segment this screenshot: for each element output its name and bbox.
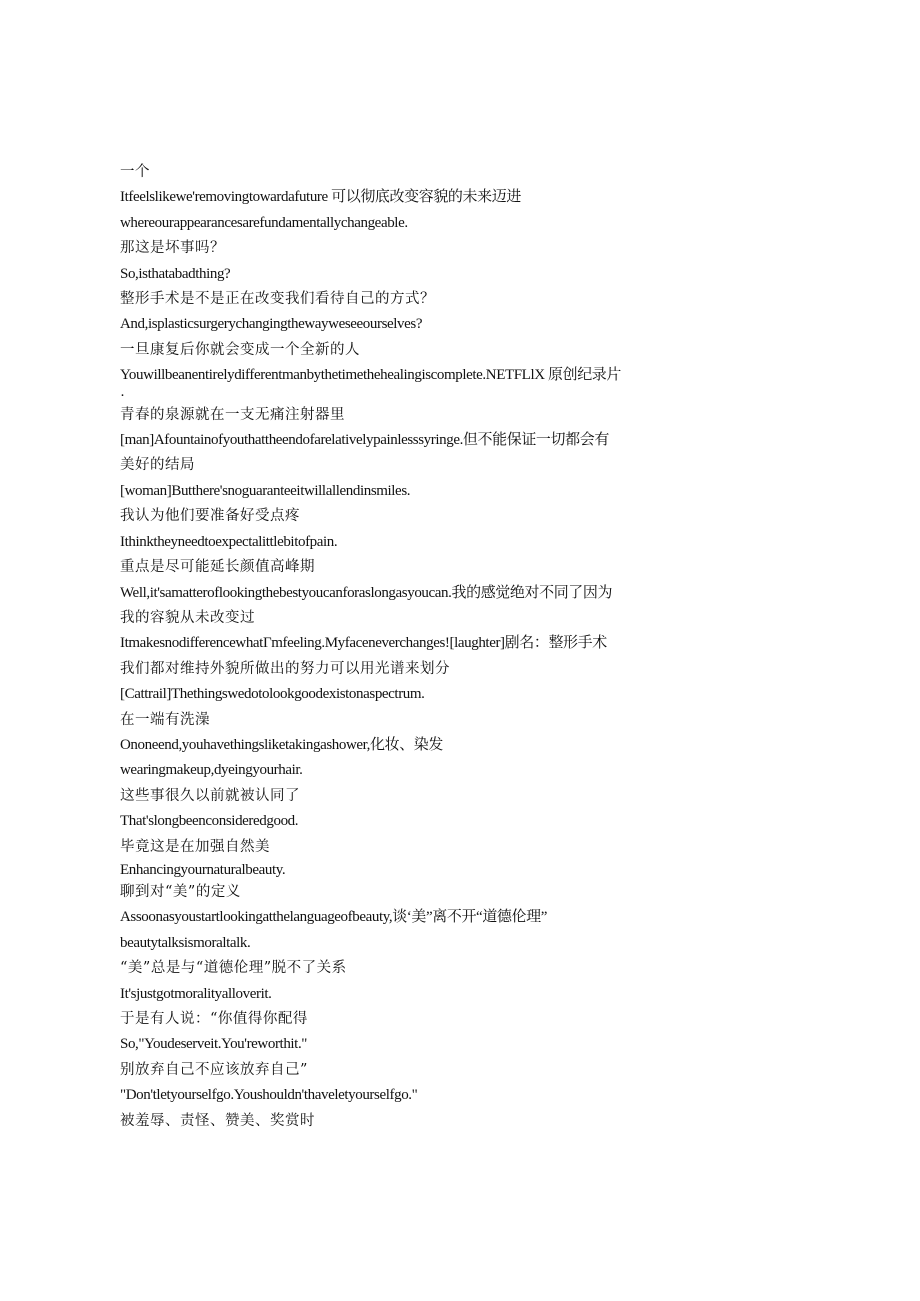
- document-body: [120, 160, 700, 1134]
- text-line: Youwillbeanentirelydifferentmanbythetimethehealingiscomplete.NETFLlX 原创纪录片: [120, 367, 621, 384]
- text-line: 聊到对“美”的定义: [120, 883, 241, 900]
- text-line: 重点是尽可能延长颜值高峰期: [120, 559, 315, 576]
- text-line: 在一端有洗澡: [120, 711, 210, 728]
- text-line: 别放弃自己不应该放弃自己”: [120, 1061, 308, 1078]
- text-line: And,isplasticsurgerychangingthewayweseeourselves?: [120, 316, 423, 333]
- text-line: [man]Afountainofyouthattheendofarelativelypainlesssyringe.但不能保证一切都会有: [120, 432, 609, 449]
- text-line: Itfeelslikewe'removingtowardafuture 可以彻底改变容貌的未来迈进: [120, 189, 521, 206]
- text-line: 毕竟这是在加强自然美: [120, 838, 270, 855]
- text-line: Ithinktheyneedtoexpectalittlebitofpain.: [120, 533, 338, 550]
- text-line: Enhancingyournaturalbeauty.: [120, 861, 286, 878]
- text-line: 那这是坏事吗？: [120, 240, 225, 257]
- text-line: 我的容貌从未改变过: [120, 609, 255, 626]
- text-line: 一旦康复后你就会变成一个全新的人: [120, 341, 360, 358]
- text-line: beautytalksismoraltalk.: [120, 934, 251, 951]
- text-line: 一个: [120, 164, 150, 180]
- text-line: 青春的泉源就在一支无痛注射器里: [120, 406, 345, 423]
- text-line: 被羞辱、责怪、赞美、奖赏时: [120, 1112, 315, 1129]
- text-line: 我们都对维持外貌所做出的努力可以用光谱来划分: [120, 660, 450, 677]
- text-line: [woman]Butthere'snoguaranteeitwillallendinsmiles.: [120, 482, 411, 499]
- text-line: ItmakesnodifferencewhatΓmfeeling.Myfaceneverchanges![laughter]剧名：整形手术: [120, 635, 607, 652]
- text-line: 这些事很久以前就被认同了: [120, 787, 300, 804]
- text-line: “美”总是与“道德伦理”脱不了关系: [120, 960, 347, 977]
- text-line: That'slongbeenconsideredgood.: [120, 813, 299, 830]
- text-line: 于是有人说：“你值得你配得: [120, 1011, 308, 1027]
- text-line: Ononeend,youhavethingsliketakingashower,化妆、染发: [120, 736, 444, 753]
- text-line: 美好的结局: [120, 457, 195, 474]
- text-line: 我认为他们要准备好受点疼: [120, 508, 300, 525]
- text-line: wearingmakeup,dyeingyourhair.: [120, 762, 303, 779]
- text-line: Well,it'samatteroflookingthebestyoucanforaslongasyoucan.我的感觉绝对不同了因为: [120, 584, 613, 601]
- text-line: whereourappearancesarefundamentallychangeable.: [120, 214, 408, 231]
- text-line: [Cattrail]Thethingswedotolookgoodexistonaspectrum.: [120, 686, 425, 703]
- text-line: "Don'tletyourselfgo.Youshouldn'thaveletyourselfgo.": [120, 1087, 418, 1104]
- text-line: Assoonasyoustartlookingatthelanguageofbeauty,谈‘美”离不开“道德伦理”: [120, 909, 547, 926]
- text-line: It'sjustgotmoralityalloverit.: [120, 985, 272, 1002]
- text-line: ·: [120, 387, 125, 404]
- text-line: So,isthatabadthing?: [120, 265, 231, 282]
- text-line: So,"Youdeserveit.You'reworthit.": [120, 1036, 308, 1053]
- text-line: 整形手术是不是正在改变我们看待自己的方式？: [120, 291, 435, 308]
